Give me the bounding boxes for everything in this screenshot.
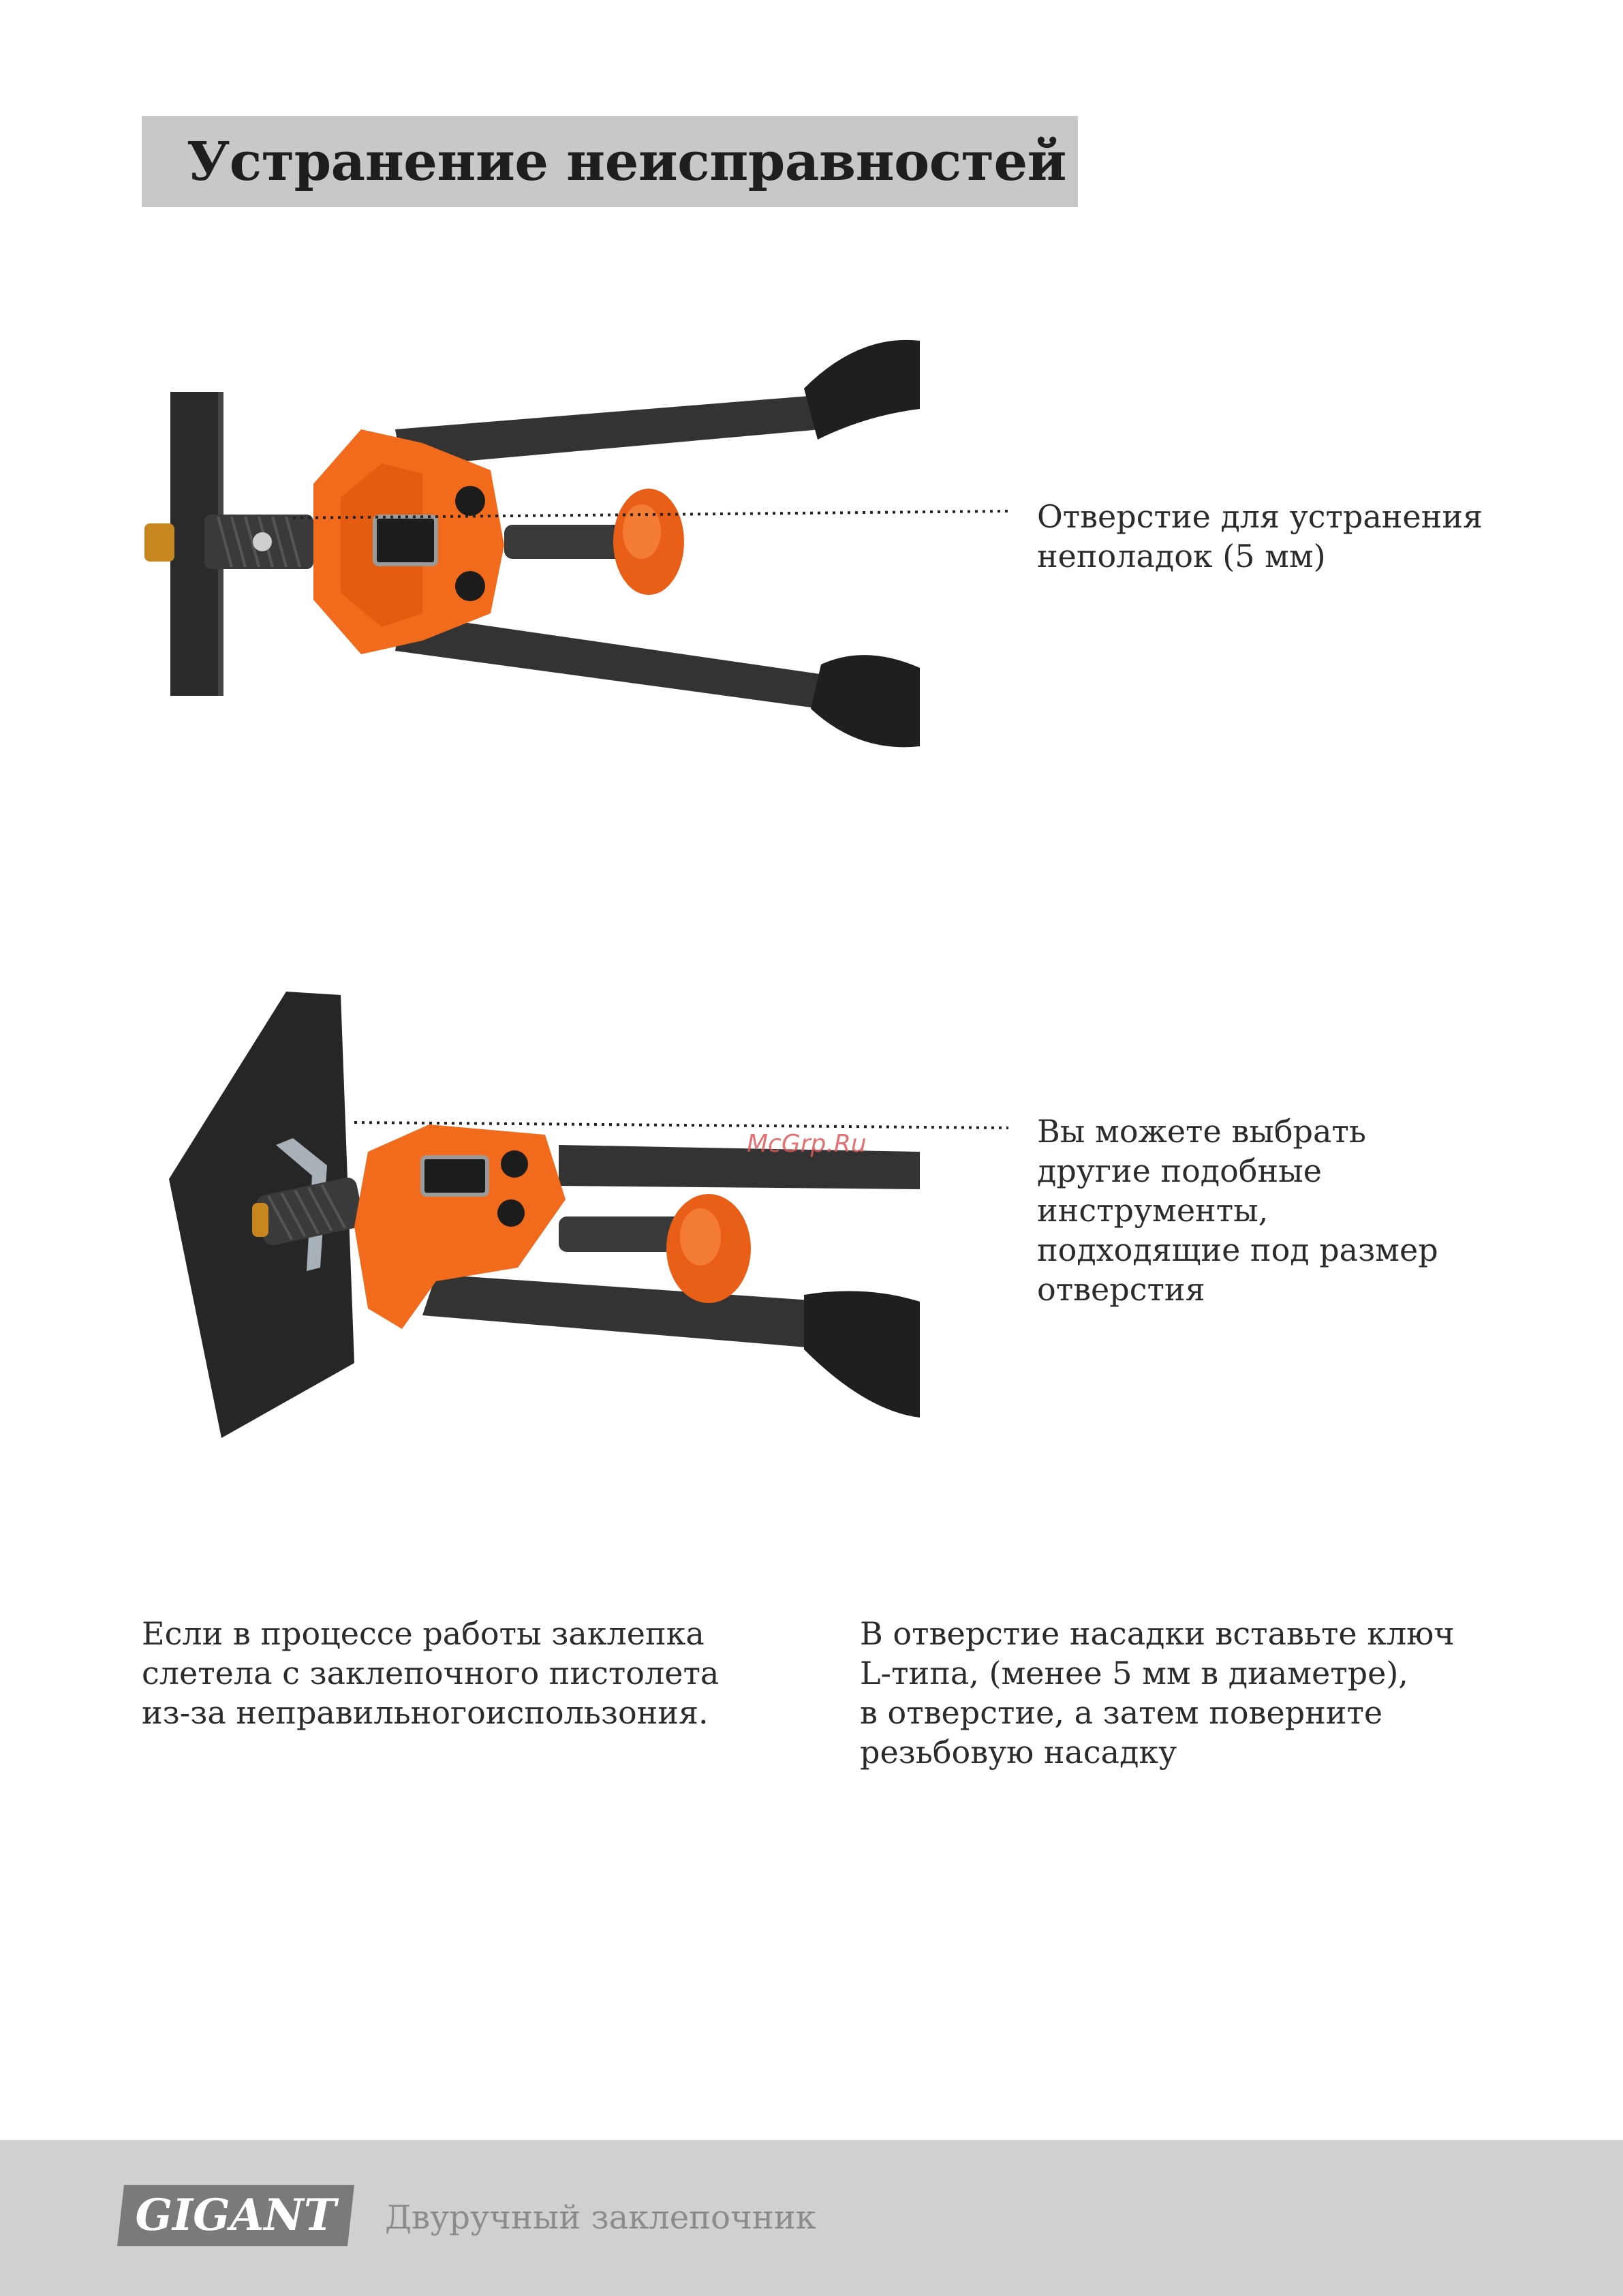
text-line: L-типа, (менее 5 мм в диаметре), [860,1655,1408,1692]
logo-text: GIGANT [135,2190,337,2241]
callout-line: инструменты, [1037,1192,1269,1229]
callout-alternatives [1037,1112,1438,1309]
text-line: резьбовую насадку [860,1734,1177,1771]
footer-caption: Двуручный заклепочник [385,2199,816,2237]
gigant-logo [117,2185,354,2246]
instruction-problem [142,1614,719,1732]
riveter-illustration-top [136,327,1022,763]
section-title-bar [142,116,1078,207]
text-line: Если в процессе работы заклепка [142,1615,705,1652]
text-line: В отверстие насадки вставьте ключ [860,1615,1455,1652]
callout-line: Вы можете выбрать [1037,1113,1366,1150]
text-line: в отверстие, а затем поверните [860,1694,1383,1731]
text-line: из-за неправильногоиспользония. [142,1694,709,1731]
callout-line: подходящие под размер [1037,1231,1438,1268]
callout-line: отверстия [1037,1271,1205,1308]
watermark: McGrp.Ru [747,1130,867,1158]
page-footer [0,2140,1623,2296]
instruction-solution [860,1614,1455,1772]
callout-line: Отверстие для устранения [1037,498,1483,535]
text-line: слетела с заклепочного пистолета [142,1655,720,1692]
page-title: Устранение неисправностей [187,130,1066,193]
callout-hole-description [1037,497,1483,576]
riveter-illustration-bottom [150,981,1036,1458]
callout-line: неполадок (5 мм) [1037,538,1326,575]
callout-line: другие подобные [1037,1152,1322,1189]
